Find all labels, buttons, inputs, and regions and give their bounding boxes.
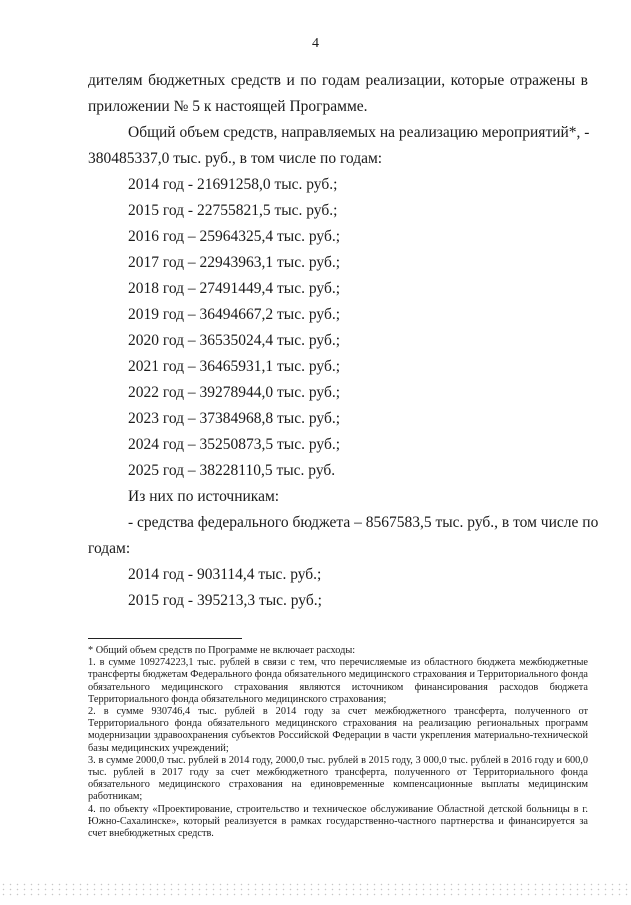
years-list: [88, 172, 588, 484]
footnote-intro: * Общий объем средств по Программе не включает расходы:: [88, 645, 356, 656]
year-item: 2014 год - 21691258,0 тыс. руб.;: [128, 176, 338, 193]
main-text: [88, 68, 599, 614]
footnote-divider: [88, 638, 242, 639]
federal-years-list: [88, 562, 588, 614]
year-item: 2025 год – 38228110,5 тыс. руб.: [128, 462, 336, 479]
total-line-2: 380485337,0 тыс. руб., в том числе по годам:: [88, 150, 383, 167]
page-number: 4: [312, 36, 319, 51]
year-item: 2024 год – 35250873,5 тыс. руб.;: [128, 436, 341, 453]
year-item: 2020 год – 36535024,4 тыс. руб.;: [128, 332, 341, 349]
footnotes: [88, 645, 588, 840]
sources-heading: Из них по источникам:: [128, 488, 280, 505]
footnote-item: 2. в сумме 930746,4 тыс. рублей в 2014 году за счет межбюджетного трансферта, полученного от Территориального фонда обязательного медицинского страхования на реализацию региональных программ модернизации здравоохранения субъектов Российской Федерации в части укрепления материально-технической базы медицинских учреждений;: [88, 706, 588, 754]
year-item: 2017 год – 22943963,1 тыс. руб.;: [128, 254, 341, 271]
federal-line-2: годам:: [88, 540, 131, 557]
intro-line-2: приложении № 5 к настоящей Программе.: [88, 98, 368, 115]
year-item: 2018 год – 27491449,4 тыс. руб.;: [128, 280, 341, 297]
year-item: 2023 год – 37384968,8 тыс. руб.;: [128, 410, 341, 427]
intro-line-1: дителям бюджетных средств и по годам реализации, которые отражены в: [88, 72, 588, 89]
footnote-item: 4. по объекту «Проектирование, строительство и техническое обслуживание Областной детской больницы в г. Южно-Сахалинске», который реализуется в рамках государственно-частного партнерства и финансируется за счет внебюджетных средств.: [88, 803, 588, 840]
footnote-item: 3. в сумме 2000,0 тыс. рублей в 2014 году, 2000,0 тыс. рублей в 2015 году, 3 000,0 тыс. рублей в 2016 году и 600,0 тыс. рублей в 2017 году за счет межбюджетного трансферта, полученного от Территориального фонда обязательного медицинского страхования на единовременные компенсационные выплаты медицинским работникам;: [88, 754, 588, 803]
footnote-item: 1. в сумме 109274223,1 тыс. рублей в связи с тем, что перечисляемые из областного бюджета межбюджетные трансферты бюджетам Федерального фонда обязательного медицинского страхования и Территориального фонда обязательного медицинского страхования являются источником финансирования расходов бюджета Территориального фонда обязательного медицинского страхования;: [88, 657, 588, 705]
year-item: 2022 год – 39278944,0 тыс. руб.;: [128, 384, 341, 401]
year-item: 2015 год - 22755821,5 тыс. руб.;: [128, 202, 338, 219]
scan-artifact: [0, 882, 631, 896]
year-item: 2019 год – 36494667,2 тыс. руб.;: [128, 306, 341, 323]
year-item: 2016 год – 25964325,4 тыс. руб.;: [128, 228, 341, 245]
total-line-1: Общий объем средств, направляемых на реализацию мероприятий*, -: [128, 124, 590, 141]
federal-line-1: - средства федерального бюджета – 8567583,5 тыс. руб., в том числе по: [128, 514, 599, 531]
year-item: 2021 год – 36465931,1 тыс. руб.;: [128, 358, 341, 375]
federal-year-item: 2014 год - 903114,4 тыс. руб.;: [128, 566, 322, 583]
federal-year-item: 2015 год - 395213,3 тыс. руб.;: [128, 592, 322, 609]
